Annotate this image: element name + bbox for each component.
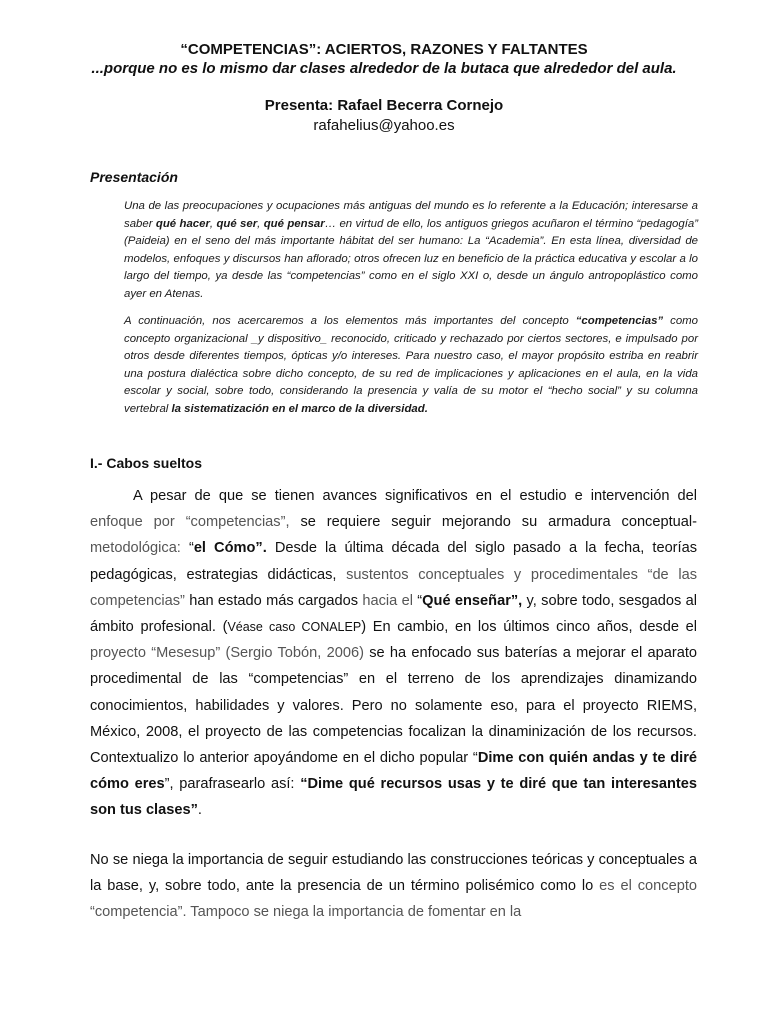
cabos-paragraph-1: A pesar de que se tienen avances significativos en el estudio e intervención del enfoque por “competencias”, se requiere seguir mejorando su armadura conceptual-metodológica: “el Cómo”. Desde la última década del siglo pasado a la fecha, teorías pedagógicas, estrategias didácticas, sustentos conceptuales y procedimentales “de las competencias” han estado más cargados hacia el “Qué enseñar”, y, sobre todo, sesgados al ámbito profesional. (Véase caso CONALEP) En cambio, en los últimos cinco años, desde el proyecto “Mesesup” (Sergio Tobón, 2006) se ha enfocado sus baterías a mejorar el aparato procedimental de las “competencias” en el terreno de los aprendizajes dinamizando conocimientos, habilidades y valores. Pero no solamente eso, para el proyecto RIEMS, México, 2008, el proyecto de las competencias focalizan la dinaminización de los recursos. Contextualizo lo anterior apoyándome en el dicho popular “Dime con quién andas y te diré cómo eres”, parafrasearlo así: “Dime qué recursos usas y te diré que tan interesantes son tus clases”.	[90, 488, 698, 819]
cabos-paragraph-2: No se niega la importancia de seguir estudiando las construcciones teóricas y conceptuales a la base, y, sobre todo, ante la presencia de un término polisémico como lo es el concepto “competencia”. Tampoco se niega la importancia de fomentar en la	[90, 852, 697, 921]
author-email: rafahelius@yahoo.es	[313, 117, 455, 134]
cabos-sueltos-heading: I.- Cabos sueltos	[90, 455, 203, 471]
presentacion-heading: Presentación	[90, 169, 178, 185]
presentacion-paragraph-1: Una de las preocupaciones y ocupaciones más antiguas del mundo es lo referente a la Educación; interesarse a saber qué hacer, qué ser, qué pensar… en virtud de ello, los antiguos griegos acuñaron el término “pedagogía” (Paideia) en el seno del más importante hábitat del ser humano: La “Academia”. En esta línea, diversidad de modelos, enfoques y discursos han aflorado; otros ofrecen luz en beneficio de la práctica educativa y escolar a lo largo del tiempo, ya desde las “competencias” como en el siglo XXI o, desde un ángulo antropoplástico como ayer en Atenas.	[124, 200, 698, 300]
presentacion-paragraph-2: A continuación, nos acercaremos a los elementos más importantes del concepto “competencias” como concepto organizacional _y dispositivo_ reconocido, criticado y rechazado por ciertos sectores, e impulsado por otros desde diferentes tiempos, ópticas y/o intereses. Para nuestro caso, el mayor propósito estriba en reabrir una postura dialéctica sobre dicho concepto, de su red de implicaciones y aplicaciones en el aula, en la vida escolar y social, sobre todo, considerando la presencia y valía de su motor el “hecho social” y su columna vertebral la sistematización en el marco de la diversidad.	[124, 315, 698, 415]
presenter-line: Presenta: Rafael Becerra Cornejo	[264, 97, 504, 114]
document-subtitle: ...porque no es lo mismo dar clases alrededor de la butaca que alrededor del aula.	[91, 60, 677, 77]
document-title: “COMPETENCIAS”: ACIERTOS, RAZONES Y FALTANTES	[180, 41, 588, 58]
